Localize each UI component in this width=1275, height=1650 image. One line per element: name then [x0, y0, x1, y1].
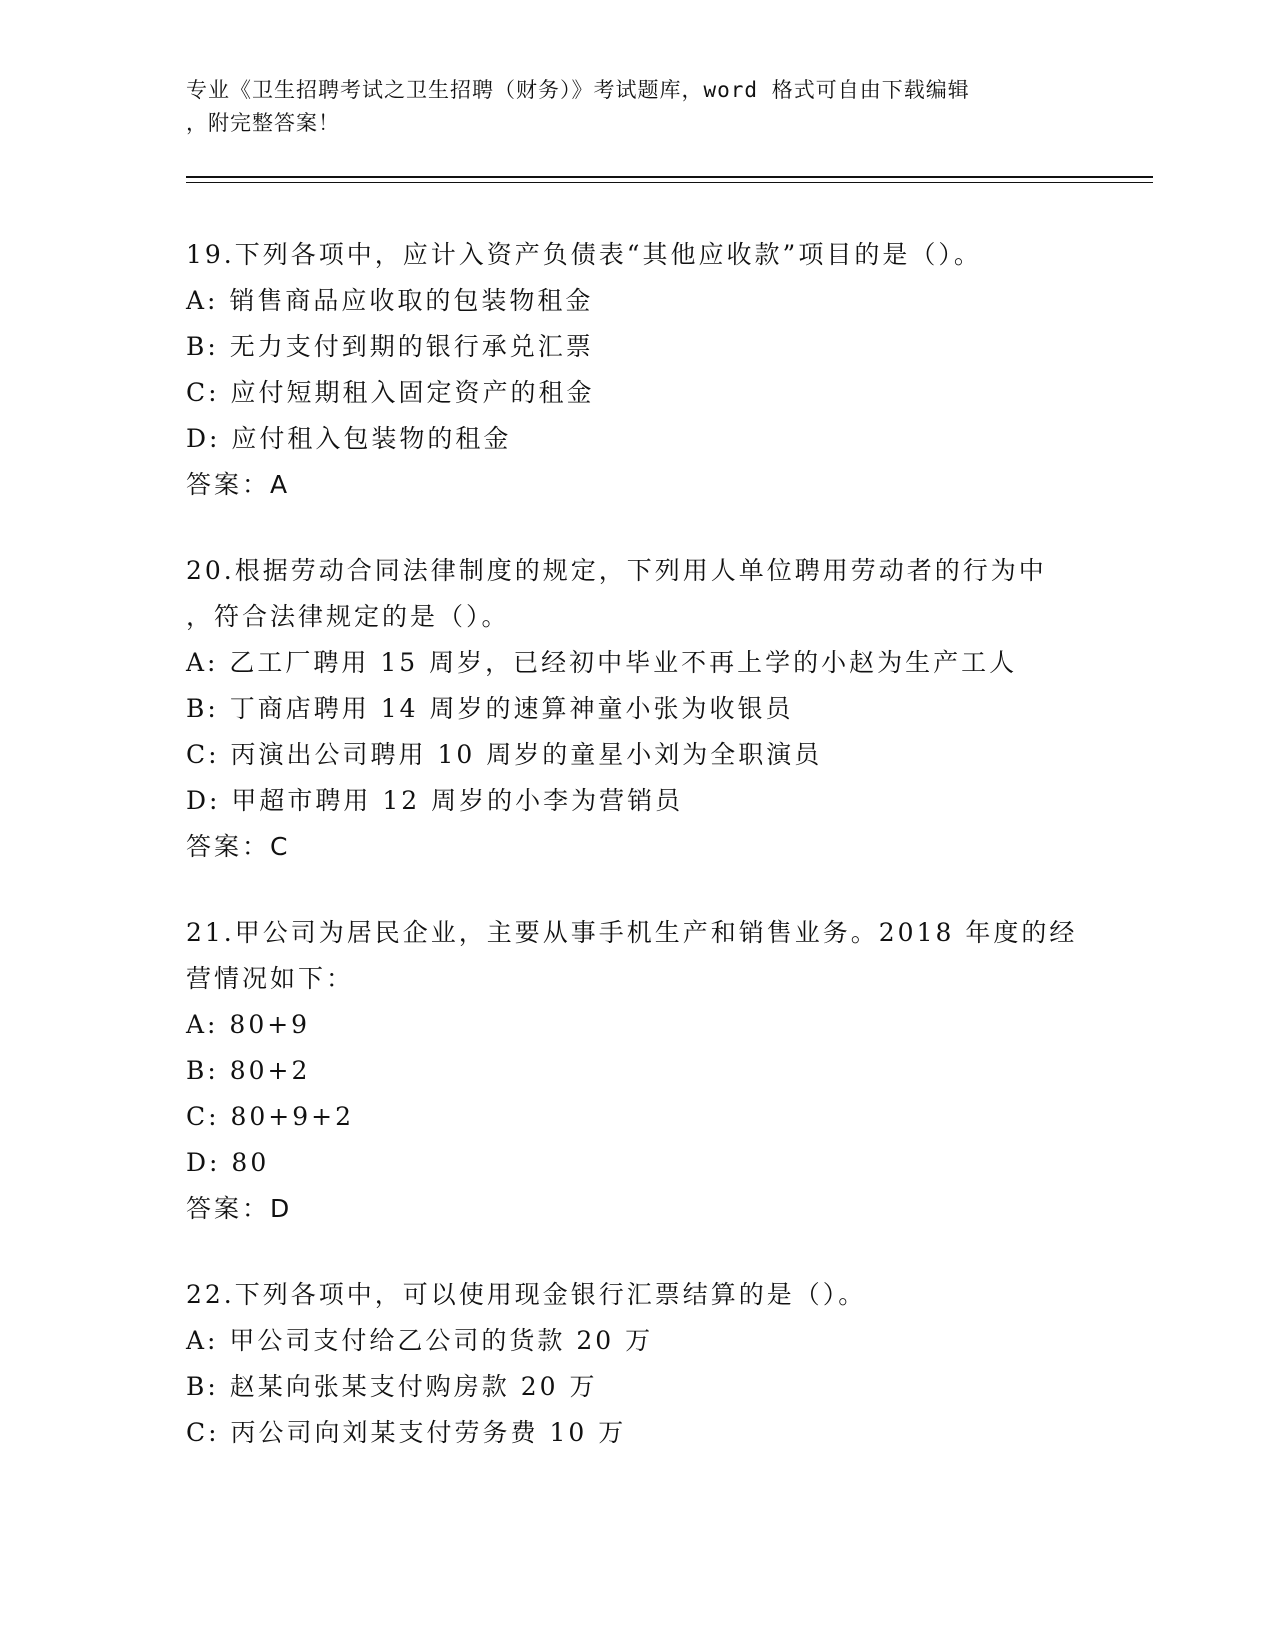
option-a: A: 销售商品应收取的包装物租金 [186, 286, 594, 315]
question-stem: 20.根据劳动合同法律制度的规定，下列用人单位聘用劳动者的行为中 [186, 556, 1047, 585]
option-d: D: 甲超市聘用 12 周岁的小李为营销员 [186, 786, 684, 815]
header-divider-thin [186, 182, 1153, 183]
option-b: B: 赵某向张某支付购房款 20 万 [186, 1372, 598, 1401]
question-stem: 19.下列各项中，应计入资产负债表“其他应收款”项目的是（）。 [186, 240, 982, 269]
option-b: B: 无力支付到期的银行承兑汇票 [186, 332, 594, 361]
option-a: A: 80+9 [186, 1010, 311, 1039]
answer: 答案：D [186, 1194, 293, 1223]
header-divider-thick [186, 176, 1153, 178]
option-c: C: 80+9+2 [186, 1102, 355, 1131]
question-list [186, 232, 1086, 1496]
question-stem-continued: ，符合法律规定的是（）。 [186, 602, 510, 631]
header-line-2: ，附完整答案！ [186, 111, 340, 135]
header-line-1: 专业《卫生招聘考试之卫生招聘（财务）》考试题库，word 格式可自由下载编辑 [186, 78, 970, 102]
option-b: B: 丁商店聘用 14 周岁的速算神童小张为收银员 [186, 694, 794, 723]
option-b: B: 80+2 [186, 1056, 311, 1085]
question-stem: 21.甲公司为居民企业，主要从事手机生产和销售业务。2018 年度的经 [186, 918, 1078, 947]
option-a: A: 甲公司支付给乙公司的货款 20 万 [186, 1326, 654, 1355]
option-c: C: 丙演出公司聘用 10 周岁的童星小刘为全职演员 [186, 740, 823, 769]
question-20 [186, 548, 1086, 870]
question-stem: 22.下列各项中，可以使用现金银行汇票结算的是（）。 [186, 1280, 867, 1309]
question-stem-continued: 营情况如下： [186, 964, 355, 993]
option-d: D: 80 [186, 1148, 270, 1177]
option-c: C: 丙公司向刘某支付劳务费 10 万 [186, 1418, 627, 1447]
option-a: A: 乙工厂聘用 15 周岁，已经初中毕业不再上学的小赵为生产工人 [186, 648, 1018, 677]
answer: 答案：A [186, 470, 291, 499]
option-d: D: 应付租入包装物的租金 [186, 424, 512, 453]
question-22 [186, 1272, 1086, 1456]
option-c: C: 应付短期租入固定资产的租金 [186, 378, 595, 407]
answer: 答案：C [186, 832, 291, 861]
question-21 [186, 910, 1086, 1232]
document-header [186, 74, 1086, 140]
question-19 [186, 232, 1086, 508]
